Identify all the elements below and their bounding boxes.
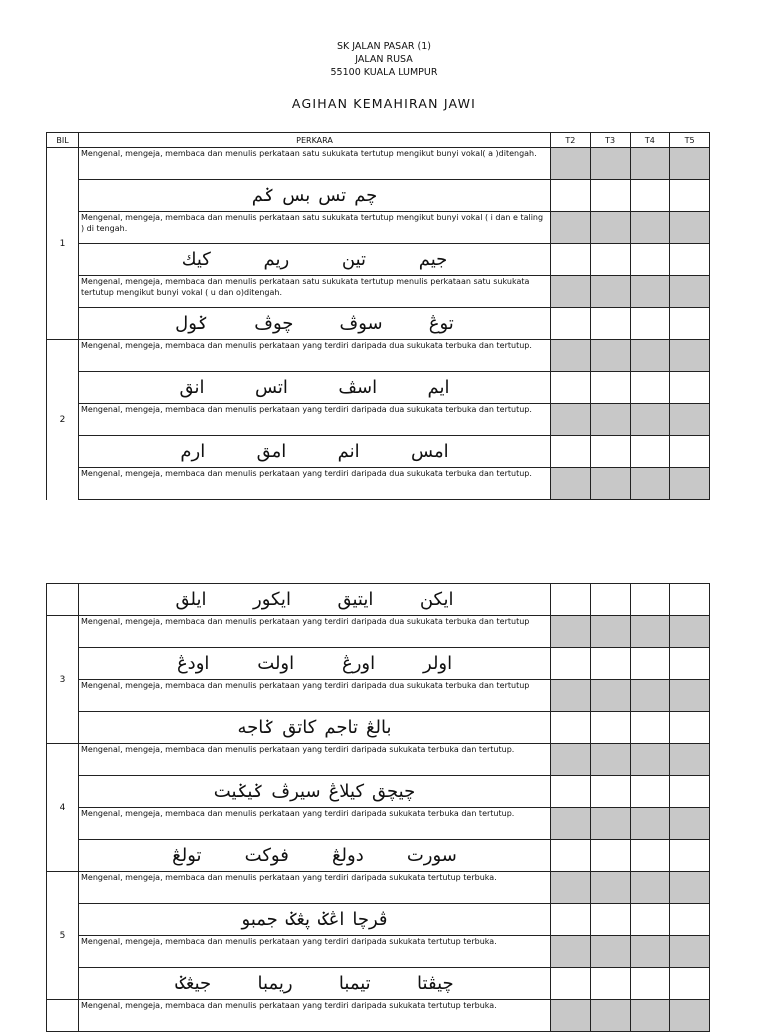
jawi-word: چيچق xyxy=(372,781,416,802)
t3-cell[interactable] xyxy=(590,840,630,872)
t3-cell[interactable] xyxy=(590,936,630,968)
t4-cell[interactable] xyxy=(630,468,670,500)
jawi-word: ايکن xyxy=(419,589,454,610)
t5-cell[interactable] xyxy=(670,180,710,212)
t2-cell[interactable] xyxy=(551,680,591,712)
t3-cell[interactable] xyxy=(590,404,630,436)
table-row xyxy=(47,308,710,340)
t2-cell[interactable] xyxy=(551,968,591,1000)
t2-cell[interactable] xyxy=(551,776,591,808)
t4-cell[interactable] xyxy=(630,276,670,308)
t4-cell[interactable] xyxy=(630,436,670,468)
column-header-t4: T4 xyxy=(630,133,670,148)
jawi-word: چم xyxy=(354,185,378,206)
bil-empty-cell xyxy=(47,1000,79,1032)
jawi-word: ريمبا xyxy=(257,973,293,994)
t3-cell[interactable] xyxy=(590,148,630,180)
t2-cell[interactable] xyxy=(551,212,591,244)
jawi-words xyxy=(79,372,551,404)
jawi-word: بس xyxy=(282,185,311,206)
t3-cell[interactable] xyxy=(590,1000,630,1032)
t3-cell[interactable] xyxy=(590,468,630,500)
t3-cell[interactable] xyxy=(590,680,630,712)
jawi-word: اورڠ xyxy=(342,653,376,674)
column-header-bil: BIL xyxy=(47,133,79,148)
jawi-word: دولڠ xyxy=(331,845,364,866)
t4-cell[interactable] xyxy=(630,840,670,872)
column-header-t2: T2 xyxy=(551,133,591,148)
t5-cell[interactable] xyxy=(670,776,710,808)
t2-cell[interactable] xyxy=(551,840,591,872)
t4-cell[interactable] xyxy=(630,372,670,404)
t5-cell[interactable] xyxy=(670,648,710,680)
skill-description: Mengenal, mengeja, membaca dan menulis perkataan yang terdiri daripada sukukata tertutup terbuka. xyxy=(79,872,551,904)
jawi-word: ايلق xyxy=(175,589,207,610)
t5-cell[interactable] xyxy=(670,840,710,872)
jawi-word: ايم xyxy=(427,377,450,398)
t5-cell[interactable] xyxy=(670,148,710,180)
jawi-word: جيڠݢ xyxy=(175,973,212,994)
jawi-words xyxy=(79,904,551,936)
jawi-word: سورت xyxy=(406,845,457,866)
t2-cell[interactable] xyxy=(551,584,591,616)
jawi-words xyxy=(79,968,551,1000)
t4-cell[interactable] xyxy=(630,872,670,904)
jawi-word: انق xyxy=(179,377,205,398)
skills-table-page-1 xyxy=(46,132,710,500)
table-row xyxy=(47,936,710,968)
t3-cell[interactable] xyxy=(590,308,630,340)
table-row xyxy=(47,648,710,680)
t3-cell[interactable] xyxy=(590,904,630,936)
t2-cell[interactable] xyxy=(551,808,591,840)
t4-cell[interactable] xyxy=(630,616,670,648)
jawi-word: ارم xyxy=(180,441,206,462)
jawi-word: جيم xyxy=(418,249,448,270)
jawi-word: اسڤ xyxy=(338,377,378,398)
t5-cell[interactable] xyxy=(670,468,710,500)
skill-description: Mengenal, mengeja, membaca dan menulis perkataan satu sukukata tertutup mengikut bunyi vokal ( i dan e taling ) di tengah. xyxy=(79,212,551,244)
t4-cell[interactable] xyxy=(630,904,670,936)
jawi-word: اولر xyxy=(423,653,453,674)
t3-cell[interactable] xyxy=(590,872,630,904)
t5-cell[interactable] xyxy=(670,936,710,968)
jawi-word: چيڤتا xyxy=(417,973,454,994)
t4-cell[interactable] xyxy=(630,968,670,1000)
jawi-word: سوڤ xyxy=(339,313,383,334)
t3-cell[interactable] xyxy=(590,276,630,308)
t3-cell[interactable] xyxy=(590,180,630,212)
table-header-row xyxy=(47,133,710,148)
t3-cell[interactable] xyxy=(590,436,630,468)
jawi-word: سيرڤ xyxy=(271,781,321,802)
table-row xyxy=(47,340,710,372)
t3-cell[interactable] xyxy=(590,744,630,776)
t4-cell[interactable] xyxy=(630,1000,670,1032)
t4-cell[interactable] xyxy=(630,244,670,276)
t5-cell[interactable] xyxy=(670,744,710,776)
t5-cell[interactable] xyxy=(670,616,710,648)
t4-cell[interactable] xyxy=(630,584,670,616)
t5-cell[interactable] xyxy=(670,404,710,436)
t5-cell[interactable] xyxy=(670,276,710,308)
t3-cell[interactable] xyxy=(590,776,630,808)
t4-cell[interactable] xyxy=(630,648,670,680)
skill-description: Mengenal, mengeja, membaca dan menulis perkataan satu sukukata tertutup menulis perkataan satu sukukata tertutup mengikut bunyi vokal ( u dan o)ditengah. xyxy=(79,276,551,308)
t2-cell[interactable] xyxy=(551,340,591,372)
t5-cell[interactable] xyxy=(670,436,710,468)
jawi-word: تولڠ xyxy=(172,845,202,866)
skills-table-page-2 xyxy=(46,583,710,1032)
table-row xyxy=(47,776,710,808)
table-row xyxy=(47,904,710,936)
t3-cell[interactable] xyxy=(590,968,630,1000)
t3-cell[interactable] xyxy=(590,808,630,840)
column-header-perkara: PERKARA xyxy=(79,133,551,148)
jawi-word: اڠݢ xyxy=(318,909,345,930)
t5-cell[interactable] xyxy=(670,872,710,904)
skill-description: Mengenal, mengeja, membaca dan menulis perkataan yang terdiri daripada dua sukukata terbuka dan tertutup xyxy=(79,680,551,712)
bil-number: 5 xyxy=(47,872,79,1000)
skill-description: Mengenal, mengeja, membaca dan menulis perkataan yang terdiri daripada sukukata terbuka dan tertutup. xyxy=(79,744,551,776)
t4-cell[interactable] xyxy=(630,776,670,808)
jawi-words xyxy=(79,712,551,744)
t2-cell[interactable] xyxy=(551,904,591,936)
t2-cell[interactable] xyxy=(551,372,591,404)
skill-description: Mengenal, mengeja, membaca dan menulis perkataan yang terdiri daripada sukukata terbuka dan tertutup. xyxy=(79,808,551,840)
jawi-word: توڠ xyxy=(428,313,454,334)
table-row xyxy=(47,212,710,244)
table-row xyxy=(47,840,710,872)
jawi-word: ڤرچا xyxy=(352,909,388,930)
jawi-word: بالڠ xyxy=(365,717,392,738)
t5-cell[interactable] xyxy=(670,968,710,1000)
t4-cell[interactable] xyxy=(630,340,670,372)
t5-cell[interactable] xyxy=(670,712,710,744)
jawi-word: ڽڠݢ xyxy=(285,909,311,930)
t2-cell[interactable] xyxy=(551,180,591,212)
t5-cell[interactable] xyxy=(670,680,710,712)
t2-cell[interactable] xyxy=(551,872,591,904)
jawi-word: امق xyxy=(256,441,287,462)
jawi-word: چوڤ xyxy=(254,313,294,334)
t2-cell[interactable] xyxy=(551,436,591,468)
table-row xyxy=(47,148,710,180)
skill-description: Mengenal, mengeja, membaca dan menulis perkataan satu sukukata tertutup mengikut bunyi vokal( a )ditengah. xyxy=(79,148,551,180)
jawi-word: فوکت xyxy=(244,845,289,866)
bil-number: 1 xyxy=(47,148,79,340)
jawi-words xyxy=(79,840,551,872)
t3-cell[interactable] xyxy=(590,648,630,680)
bil-number: 3 xyxy=(47,616,79,744)
t2-cell[interactable] xyxy=(551,468,591,500)
t4-cell[interactable] xyxy=(630,936,670,968)
jawi-word: جمبو xyxy=(241,909,278,930)
t4-cell[interactable] xyxy=(630,808,670,840)
table-row xyxy=(47,616,710,648)
column-header-t5: T5 xyxy=(670,133,710,148)
t4-cell[interactable] xyxy=(630,180,670,212)
t2-cell[interactable] xyxy=(551,712,591,744)
t4-cell[interactable] xyxy=(630,744,670,776)
jawi-word: اتس xyxy=(254,377,288,398)
bil-number: 2 xyxy=(47,340,79,500)
jawi-word: انم xyxy=(337,441,360,462)
skill-description: Mengenal, mengeja, membaca dan menulis perkataan yang terdiri daripada dua sukukata terbuka dan tertutup. xyxy=(79,340,551,372)
skill-description: Mengenal, mengeja, membaca dan menulis perkataan yang terdiri daripada sukukata tertutup terbuka. xyxy=(79,1000,551,1032)
jawi-word: تاجم xyxy=(324,717,358,738)
jawi-word: ݢول xyxy=(175,313,209,334)
jawi-word: کيك xyxy=(181,249,211,270)
table-row xyxy=(47,968,710,1000)
school-city: 55100 KUALA LUMPUR xyxy=(330,67,438,78)
t4-cell[interactable] xyxy=(630,308,670,340)
skill-description: Mengenal, mengeja, membaca dan menulis perkataan yang terdiri daripada dua sukukata terbuka dan tertutup. xyxy=(79,404,551,436)
table-row xyxy=(47,744,710,776)
table-row xyxy=(47,872,710,904)
t3-cell[interactable] xyxy=(590,584,630,616)
t4-cell[interactable] xyxy=(630,148,670,180)
t2-cell[interactable] xyxy=(551,404,591,436)
t5-cell[interactable] xyxy=(670,340,710,372)
table-row xyxy=(47,712,710,744)
jawi-words xyxy=(79,584,551,616)
table-row xyxy=(47,372,710,404)
column-header-t3: T3 xyxy=(590,133,630,148)
jawi-word: تين xyxy=(341,249,367,270)
jawi-word: ݢم xyxy=(251,185,275,206)
table-row xyxy=(47,680,710,712)
skill-description: Mengenal, mengeja, membaca dan menulis perkataan yang terdiri daripada sukukata tertutup terbuka. xyxy=(79,936,551,968)
t5-cell[interactable] xyxy=(670,308,710,340)
jawi-word: اودڠ xyxy=(176,653,210,674)
t5-cell[interactable] xyxy=(670,372,710,404)
jawi-word: ݢاجه xyxy=(237,717,275,738)
jawi-words xyxy=(79,436,551,468)
table-row xyxy=(47,436,710,468)
jawi-words xyxy=(79,180,551,212)
jawi-words xyxy=(79,776,551,808)
school-address xyxy=(0,40,768,79)
table-row xyxy=(47,1000,710,1032)
t4-cell[interactable] xyxy=(630,712,670,744)
table-row xyxy=(47,244,710,276)
jawi-word: امس xyxy=(411,441,449,462)
t2-cell[interactable] xyxy=(551,936,591,968)
t5-cell[interactable] xyxy=(670,244,710,276)
jawi-word: ريم xyxy=(263,249,290,270)
school-street: JALAN RUSA xyxy=(355,54,413,65)
jawi-words xyxy=(79,308,551,340)
table-row xyxy=(47,584,710,616)
t3-cell[interactable] xyxy=(590,244,630,276)
t2-cell[interactable] xyxy=(551,276,591,308)
t4-cell[interactable] xyxy=(630,680,670,712)
jawi-words xyxy=(79,648,551,680)
bil-number: 4 xyxy=(47,744,79,872)
jawi-word: کاتق xyxy=(282,717,317,738)
jawi-words xyxy=(79,244,551,276)
school-name: SK JALAN PASAR (1) xyxy=(337,41,431,52)
t2-cell[interactable] xyxy=(551,244,591,276)
t2-cell[interactable] xyxy=(551,648,591,680)
table-row xyxy=(47,468,710,500)
skill-description: Mengenal, mengeja, membaca dan menulis perkataan yang terdiri daripada dua sukukata terbuka dan tertutup xyxy=(79,616,551,648)
t3-cell[interactable] xyxy=(590,212,630,244)
t5-cell[interactable] xyxy=(670,1000,710,1032)
jawi-word: تس xyxy=(318,185,347,206)
bil-empty-cell xyxy=(47,584,79,616)
t3-cell[interactable] xyxy=(590,712,630,744)
t3-cell[interactable] xyxy=(590,340,630,372)
jawi-word: ݢيݢيت xyxy=(213,781,264,802)
t4-cell[interactable] xyxy=(630,404,670,436)
skill-description: Mengenal, mengeja, membaca dan menulis perkataan yang terdiri daripada dua sukukata terbuka dan tertutup. xyxy=(79,468,551,500)
t2-cell[interactable] xyxy=(551,148,591,180)
jawi-word: ايتيق xyxy=(337,589,374,610)
t3-cell[interactable] xyxy=(590,372,630,404)
t5-cell[interactable] xyxy=(670,808,710,840)
t5-cell[interactable] xyxy=(670,584,710,616)
jawi-word: اولت xyxy=(257,653,295,674)
t3-cell[interactable] xyxy=(590,616,630,648)
t5-cell[interactable] xyxy=(670,904,710,936)
t2-cell[interactable] xyxy=(551,1000,591,1032)
jawi-word: تيمبا xyxy=(338,973,371,994)
t5-cell[interactable] xyxy=(670,212,710,244)
page-title: AGIHAN KEMAHIRAN JAWI xyxy=(291,96,477,111)
jawi-word: کيلاڠ xyxy=(328,781,365,802)
t2-cell[interactable] xyxy=(551,616,591,648)
table-row xyxy=(47,404,710,436)
table-row xyxy=(47,276,710,308)
jawi-word: ايکور xyxy=(253,589,291,610)
table-row xyxy=(47,808,710,840)
t2-cell[interactable] xyxy=(551,308,591,340)
table-row xyxy=(47,180,710,212)
t2-cell[interactable] xyxy=(551,744,591,776)
t4-cell[interactable] xyxy=(630,212,670,244)
